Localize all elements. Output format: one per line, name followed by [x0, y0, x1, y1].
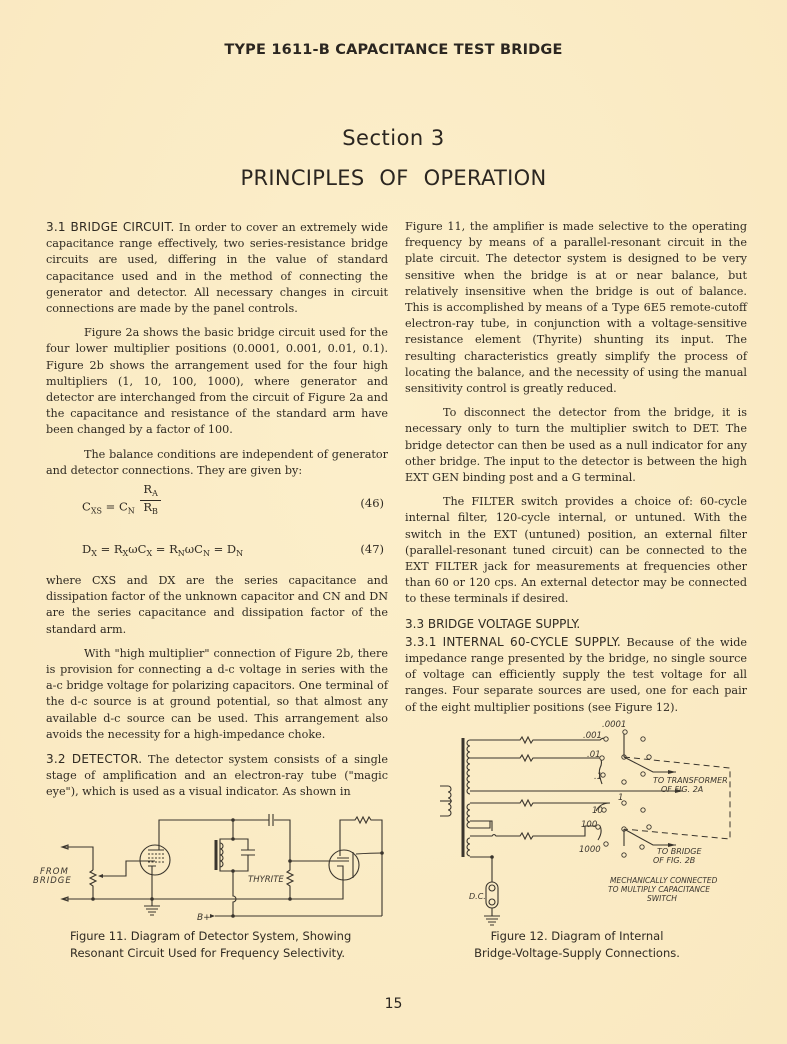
label-thyrite: THYRITE: [248, 875, 284, 885]
equation-47: [46, 535, 388, 565]
b-plus-arrow: [210, 914, 215, 918]
label-dc: D.C.: [469, 892, 486, 901]
contact: [647, 825, 651, 829]
junction-dot: [380, 851, 384, 855]
left-column: [46, 219, 388, 809]
junction-dot: [231, 914, 235, 918]
tap-label: .01: [587, 750, 601, 760]
arrow-to-transformer: [668, 770, 676, 774]
label-to-bridge: TO BRIDGE: [657, 847, 702, 856]
tank-coil-icon: [220, 839, 233, 871]
label-of-fig-2b: OF FIG. 2B: [653, 856, 696, 865]
eq47-term: D: [82, 542, 92, 557]
label-mechanically-connected: MECHANICALLY CONNECTED: [610, 876, 718, 885]
paragraph-3-1-text: In order to cover an extremely wide capacitance range effectively, two series-resistance bridge circuits are used, differing in the value of standard capacitance used and in the method of connecting the generator and detector. All necessary changes in circuit connections are made by the panel controls.: [46, 221, 389, 316]
figure-11-caption-line-1: Figure 11. Diagram of Detector System, Showing: [70, 929, 352, 943]
label-of-fig-2a: OF FIG. 2A: [661, 785, 704, 794]
center-tap-line: [470, 821, 492, 831]
eq47-sub: X: [122, 549, 129, 559]
label-bridge: BRIDGE: [33, 876, 72, 886]
contact: [623, 730, 627, 734]
paragraph-high-multiplier: With "high multiplier" connection of Figure 2b, there is provision for connecting a d-c voltage in series with the a-c bridge voltage for polarizing capacitors. One terminal of the d-c source is at ground potential, so that almost any available d-c source can be used. This arrangement also avoids the necessity for a high-impedance choke.: [46, 646, 388, 741]
figure-12-caption: [462, 928, 692, 962]
label-switch: SWITCH: [647, 894, 677, 903]
tap-label: .1: [594, 772, 603, 782]
heading-3-2: 3.2 DETECTOR.: [46, 752, 143, 767]
contact: [641, 772, 645, 776]
figure-12-caption-line-2: Bridge-Voltage-Supply Connections.: [474, 946, 680, 960]
eq46-lhs: C: [82, 499, 91, 514]
tap-label: 100: [581, 820, 598, 830]
dc-source-icon: [486, 882, 498, 908]
eq47-term: ωC: [128, 542, 147, 557]
eq47-term: = R: [96, 542, 123, 557]
pot-wiper: [100, 861, 155, 876]
eq47-sub: X: [91, 549, 97, 559]
paragraph-figure-2a: Figure 2a shows the basic bridge circuit used for the four lower multiplier positions (0.0001, 0.001, 0.01, 0.1). Figure 2b shows the arrangement used for the four high multipliers (1, 10, 100, 1000), where generator and detector are interchanged from the circuit of Figure 2a and the capacitance and resistance of the standard arm have been changed by a factor of 100.: [46, 326, 388, 437]
thyrite-resistor-icon: [287, 861, 293, 899]
switch-arm-upper: [624, 734, 676, 772]
contact: [622, 853, 626, 857]
eq46-denominator: R: [143, 500, 153, 515]
contact: [641, 808, 645, 812]
junction-dot: [490, 855, 494, 859]
eq46-numerator: R: [143, 482, 153, 497]
right-column: [405, 219, 747, 724]
equation-number-46: (46): [360, 496, 384, 511]
paragraph-3-2-text: The detector system consists of a single stage of amplification and an electron-ray tube ("magic eye"), which is used as a visual indicator. As shown in: [46, 753, 388, 799]
figure-11-caption-line-2: Resonant Circuit Used for Frequency Selectivity.: [70, 946, 346, 960]
pot-wiper-arrow: [98, 874, 103, 878]
figure-11-diagram: [33, 810, 400, 923]
paragraph-3-3-1-text: Because of the wide impedance range presented by the bridge, no single source of voltage can efficiently supply the test voltage for all ranges. Four separate sources are used, one for each pair of the eight multiplier positions (see Figure 12).: [405, 635, 747, 714]
heading-3-1: 3.1 BRIDGE CIRCUIT.: [46, 220, 175, 234]
paragraph-filter-switch: The FILTER switch provides a choice of: 60-cycle internal filter, 120-cycle internal, or untuned. With the switch in the EXT (untuned) position, an external filter (parallel-resonant tuned circuit) can be connected to the EXT FILTER jack for measurements at frequencies other than 60 or 120 cps. An external detector may be connected to these terminals if desired.: [405, 495, 747, 606]
contact: [604, 737, 608, 741]
equation-number-47: (47): [360, 542, 384, 557]
mechanical-link: [624, 757, 730, 839]
contact: [647, 755, 651, 759]
running-head: TYPE 1611-B CAPACITANCE TEST BRIDGE: [224, 42, 563, 58]
eq47-sub: X: [146, 549, 153, 559]
heading-3-3: 3.3 BRIDGE VOLTAGE SUPPLY.: [405, 616, 581, 631]
tap-label: 1000: [579, 845, 601, 855]
tap-label: 1: [618, 793, 624, 803]
potentiometer: [90, 870, 96, 899]
b-plus-wire: [233, 871, 236, 916]
paragraph-3-2: [46, 751, 388, 801]
section-number: Section 3: [342, 126, 445, 150]
tube2-internals: [323, 849, 353, 899]
eq47-sub: N: [177, 549, 185, 559]
feedback-resistor-icon: [340, 817, 382, 916]
contact: [640, 845, 644, 849]
eq46-numerator-sub: A: [152, 489, 158, 499]
tank-capacitor-icon: [233, 839, 255, 871]
paragraph-3-1: [46, 219, 388, 317]
eq46-mid-sub: N: [127, 506, 135, 516]
secondary-winding-3-icon: [467, 838, 470, 856]
dc-line: [470, 857, 492, 882]
paragraph-disconnect-detector: To disconnect the detector from the bridge, it is necessary only to turn the multiplier switch to DET. The bridge detector can then be used as a null indicator for any other bridge. The input to the detector is between the high EXT GEN binding post and a G terminal.: [405, 406, 747, 485]
eq47-term: = R: [152, 542, 178, 557]
contact: [622, 780, 626, 784]
eq46-fraction: [140, 483, 160, 518]
eq47-sub: N: [202, 549, 210, 559]
equation-46: [46, 482, 388, 527]
secondary-winding-1-icon: [467, 740, 470, 794]
label-from: FROM: [40, 867, 69, 877]
tube1-cathode: [148, 866, 156, 899]
tap-label: .001: [583, 731, 602, 741]
ground-icon: [144, 899, 160, 915]
coupling-capacitor-icon: [269, 814, 273, 826]
tap-label: .0001: [602, 720, 627, 730]
label-b-plus: B+: [197, 913, 211, 923]
paragraph-figure-11-ref: Figure 11, the amplifier is made selective to the operating frequency by means of a parallel-resonant circuit in the plate circuit. The detector system is designed to be very sensitive when the bridge is at or near balance, but relatively insensitive when the bridge is out of balance. This is accomplished by means of a Type 6E5 remote-cutoff electron-ray tube, in conjunction with a voltage-sensitive resistance element (Thyrite) shunting its input. The resulting characteristics greatly simplify the process of locating the balance, and the necessity of using the manual sensitivity control is greatly reduced.: [405, 220, 747, 396]
paragraph-where: where CXS and DX are the series capacitance and dissipation factor of the unknown capacitor and CN and DN are the series capacitance and dissipation factor of the standard arm.: [46, 574, 388, 636]
label-to-multiply-capacitance: TO MULTIPLY CAPACITANCE: [608, 885, 710, 894]
eq47-sub: N: [236, 549, 244, 559]
figure-12-caption-line-1: Figure 12. Diagram of Internal: [490, 929, 664, 943]
contact: [604, 842, 608, 846]
ground-icon: [484, 908, 500, 925]
eq47-term: = D: [209, 542, 237, 557]
paragraph-balance-conditions: The balance conditions are independent of generator and detector connections. They are given by:: [46, 447, 388, 477]
label-to-transformer: TO TRANSFORMER: [653, 776, 728, 785]
figure-11-caption: [70, 928, 380, 962]
tap-line-01: [470, 755, 602, 784]
tap-label: 10: [592, 806, 603, 816]
junction-dot: [231, 837, 235, 841]
eq46-mid: = C: [105, 499, 128, 514]
secondary-winding-2-icon: [467, 804, 470, 828]
eq46-lhs-sub: XS: [90, 506, 102, 516]
eq46-denominator-sub: B: [152, 507, 158, 517]
page-number: 15: [384, 996, 403, 1012]
contact: [641, 737, 645, 741]
junction-dot: [288, 897, 292, 901]
section-title: PRINCIPLES OF OPERATION: [240, 166, 547, 190]
heading-3-3-1: 3.3.1 INTERNAL 60-CYCLE SUPPLY.: [405, 634, 621, 649]
electron-ray-tube-icon: [329, 850, 359, 880]
eq47-term: ωC: [184, 542, 203, 557]
figure-12-diagram: [440, 700, 760, 930]
junction-dot: [91, 897, 95, 901]
tap-line-1: [470, 800, 610, 811]
tube2-target: [356, 853, 382, 854]
